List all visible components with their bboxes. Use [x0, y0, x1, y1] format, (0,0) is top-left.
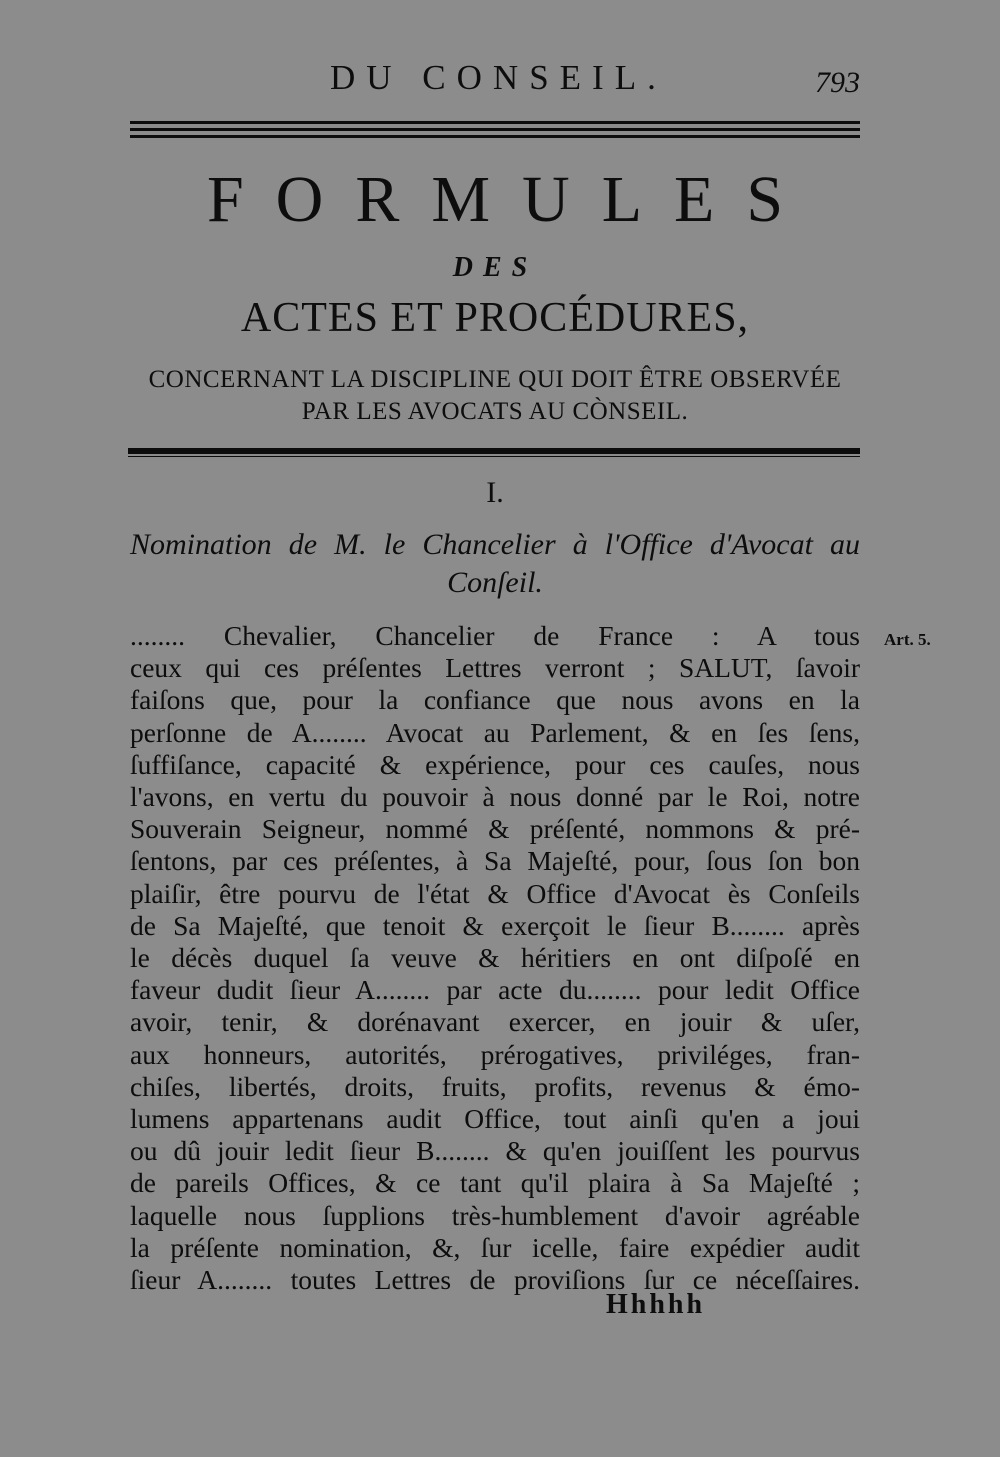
- body-line: ceux qui ces préſentes Lettres verront ; SALUT, ſavoir: [130, 652, 860, 684]
- body-line: la préſente nomination, &, ſur icelle, faire expédier audit: [130, 1231, 860, 1263]
- title-thin-rule: [128, 456, 860, 457]
- body-line: ou dû jouir ledit ſieur B........ & qu'en jouiſſent les pourvus: [130, 1135, 860, 1167]
- title-thick-rule: [128, 448, 860, 454]
- body-line: de pareils Offices, & ce tant qu'il plaira à Sa Majeſté ;: [130, 1167, 860, 1199]
- description-line-2: PAR LES AVOCATS AU CÒNSEIL.: [301, 398, 689, 425]
- header-rule-middle: [130, 128, 860, 131]
- body-line: ſuffiſance, capacité & expérience, pour ces cauſes, nous: [130, 748, 860, 780]
- header-rule-bottom: [130, 135, 860, 138]
- body-line: laquelle nous ſupplions très-humblement d'avoir agréable: [130, 1199, 860, 1231]
- title-description: [100, 364, 890, 428]
- description-line-1: CONCERNANT LA DISCIPLINE QUI DOIT ÊTRE OBSERVÉE: [148, 366, 842, 393]
- running-title: DU CONSEIL.: [330, 58, 667, 97]
- body-line: l'avons, en vertu du pouvoir à nous donné par le Roi, notre: [130, 781, 860, 813]
- page-number: 793: [815, 66, 860, 99]
- body-line: Souverain Seigneur, nommé & préſenté, nommons & pré-: [130, 813, 860, 845]
- body-line: le décès duquel ſa veuve & héritiers en ont diſpoſé en: [130, 942, 860, 974]
- body-line: ſentons, par ces préſentes, à Sa Majeſté, pour, ſous ſon bon: [130, 845, 860, 877]
- body-line: perſonne de A........ Avocat au Parlement, & en ſes ſens,: [130, 716, 860, 748]
- body-line: de Sa Majeſté, que tenoit & exerçoit le ſieur B........ après: [130, 909, 860, 941]
- body-line: aux honneurs, autorités, prérogatives, priviléges, fran-: [130, 1038, 860, 1070]
- main-title: FORMULES: [206, 163, 816, 236]
- running-head: [130, 58, 860, 98]
- subtitle: ACTES ET PROCÉDURES,: [240, 295, 750, 341]
- title-connector: DES: [452, 252, 538, 283]
- header-double-rule: [130, 121, 860, 141]
- body-line: ........ Chevalier, Chancelier de France : A tous: [130, 620, 860, 651]
- body-line: avoir, tenir, & dorénavant exercer, en jouir & uſer,: [130, 1006, 860, 1038]
- margin-note: Art. 5.: [884, 630, 931, 649]
- body-line: ſieur A........ toutes Lettres de proviſions ſur ce néceſſaires.: [130, 1264, 860, 1296]
- body-line: plaiſir, être pourvu de l'état & Office d'Avocat ès Conſeils: [130, 877, 860, 909]
- body-line: faiſons que, pour la confiance que nous avons en la: [130, 684, 860, 716]
- section-number: I.: [486, 476, 504, 509]
- body-text: [130, 620, 860, 1296]
- body-line: lumens appartenans audit Office, tout ainſi qu'en a joui: [130, 1103, 860, 1135]
- signature-mark: Hhhhh: [606, 1289, 706, 1320]
- header-rule-top: [130, 121, 860, 124]
- body-line: chiſes, libertés, droits, fruits, profits, revenus & émo-: [130, 1070, 860, 1102]
- body-line: faveur dudit ſieur A........ par acte du........ pour ledit Office: [130, 974, 860, 1006]
- section-heading: Nomination de M. le Chancelier à l'Office d'Avocat au Conſeil.: [130, 528, 860, 599]
